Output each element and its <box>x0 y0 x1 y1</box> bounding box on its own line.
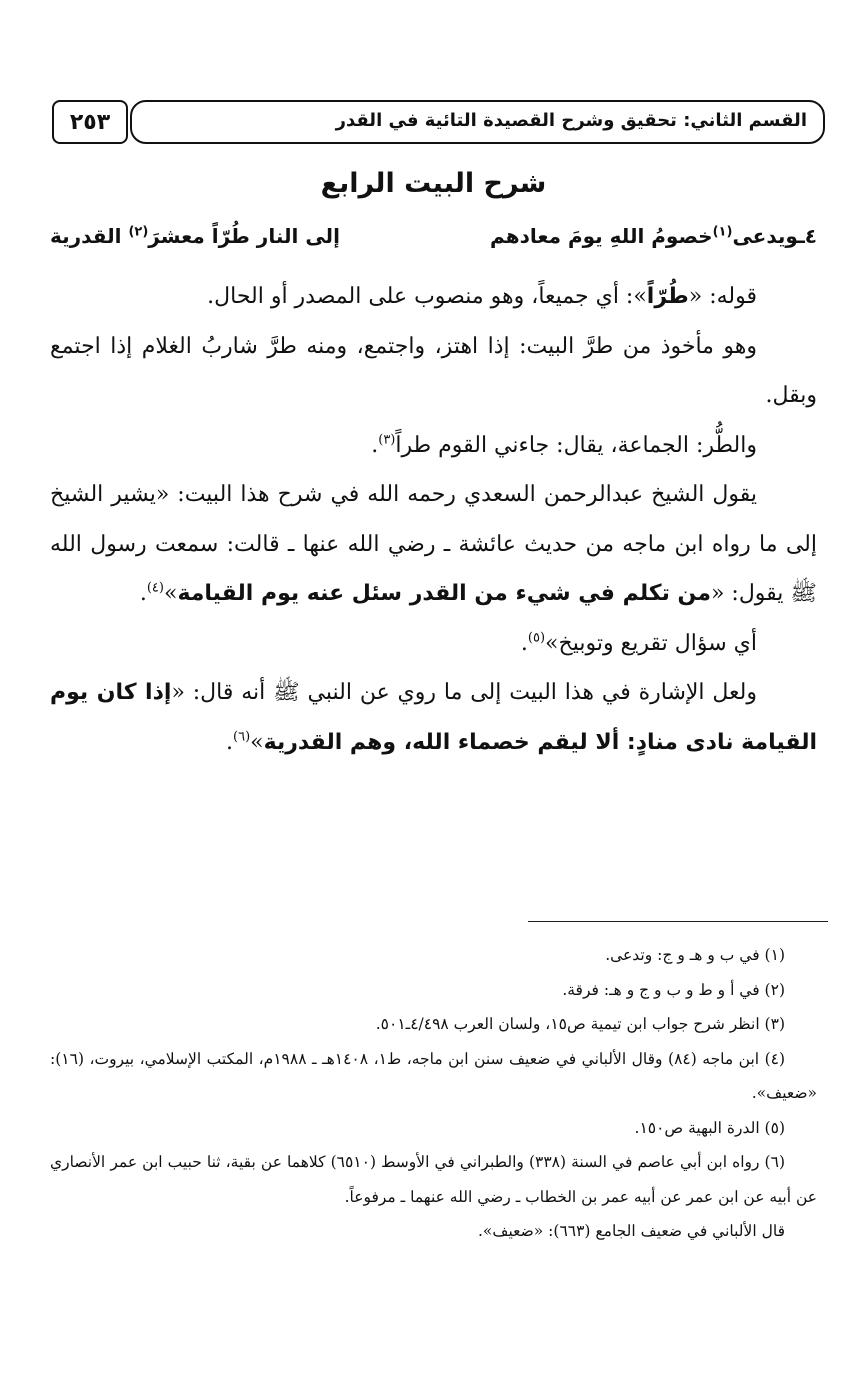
footnote-ref[interactable]: (٦) <box>233 729 251 745</box>
verse-second-hemistich: إلى النار طُرّاً معشرَ$^{(٢)}$ القدرية <box>50 224 340 248</box>
section-title: شرح البيت الرابع <box>320 168 547 199</box>
verse-first-hemistich: ٤ـويدعى$^{(١)}$خصومُ اللهِ يومَ معادهم <box>490 224 817 248</box>
verse-number: ٤ـ <box>797 224 817 248</box>
paragraph: قوله: «طُرّاً»: أي جميعاً، وهو منصوب على المصدر أو الحال. <box>207 284 757 309</box>
footnotes <box>50 938 817 1249</box>
paragraph: وهو مأخوذ من طرَّ البيت: إذا اهتز، واجتمع، ومنه طرَّ شاربُ الغلام إذا اجتمع وبقل. <box>50 333 817 408</box>
footnote-separator <box>528 921 828 922</box>
footnote-ref[interactable]: (٤) <box>146 580 164 596</box>
footnote: (٤) ابن ماجه (٨٤) وقال الألباني في ضعيف سنن ابن ماجه، ط١، ١٤٠٨هـ ـ ١٩٨٨م، المكتب الإسلامي، بيروت، (١٦): «ضعيف». <box>50 1049 817 1102</box>
paragraph: ولعل الإشارة في هذا البيت إلى ما روي عن النبي ﷺ أنه قال: «إذا كان يوم القيامة نادى منادٍ: ألا ليقم خصماء الله، وهم القدرية»$^{(٦)}$. <box>50 680 817 755</box>
footnote-ref[interactable]: (٢) <box>128 224 149 240</box>
footnote: (٢) في أ و ط و ب و ج و هـ: فرقة. <box>562 980 785 999</box>
paragraph: والطُّر: الجماعة، يقال: جاءني القوم طراً$^{(٣)}$. <box>371 432 757 458</box>
footnote: (٣) انظر شرح جواب ابن تيمية ص١٥، ولسان العرب ٤/٤٩٨ـ٥٠١. <box>375 1015 785 1033</box>
footnote-ref[interactable]: (١) <box>712 224 733 240</box>
paragraph: أي سؤال تقريع وتوبيخ»$^{(٥)}$. <box>520 630 757 656</box>
footnote-ref[interactable]: (٥) <box>527 630 546 646</box>
running-header <box>130 100 825 144</box>
poem-verse <box>50 224 817 260</box>
header-title: القسم الثاني: تحقيق وشرح القصيدة التائية في القدر <box>335 110 807 131</box>
paragraph: يقول الشيخ عبدالرحمن السعدي رحمه الله في شرح هذا البيت: «يشير الشيخ إلى ما رواه ابن ماجه من حديث عائشة ـ رضي الله عنها ـ قالت: سمعت رسول الله ﷺ يقول: «من تكلم في شيء من القدر سئل عنه يوم القيامة»$^{(٤)}$. <box>50 482 817 606</box>
body-text <box>50 272 817 767</box>
footnote-continuation: قال الألباني في ضعيف الجامع (٦٦٣): «ضعيف». <box>477 1222 785 1240</box>
footnote: (٥) الدرة البهية ص١٥٠. <box>634 1118 785 1137</box>
footnote: (١) في ب و هـ و ج: وتدعى. <box>605 946 785 964</box>
footnote-ref[interactable]: (٣) <box>378 432 396 448</box>
footnote: (٦) رواه ابن أبي عاصم في السنة (٣٣٨) والطبراني في الأوسط (٦٥١٠) كلاهما عن بقية، ثنا حبيب ابن عمر الأنصاري عن أبيه عن ابن عمر عن أبيه عمر بن الخطاب ـ رضي الله عنهما ـ مرفوعاً. <box>50 1153 817 1206</box>
page-number: ٢٥٣ <box>52 100 128 144</box>
